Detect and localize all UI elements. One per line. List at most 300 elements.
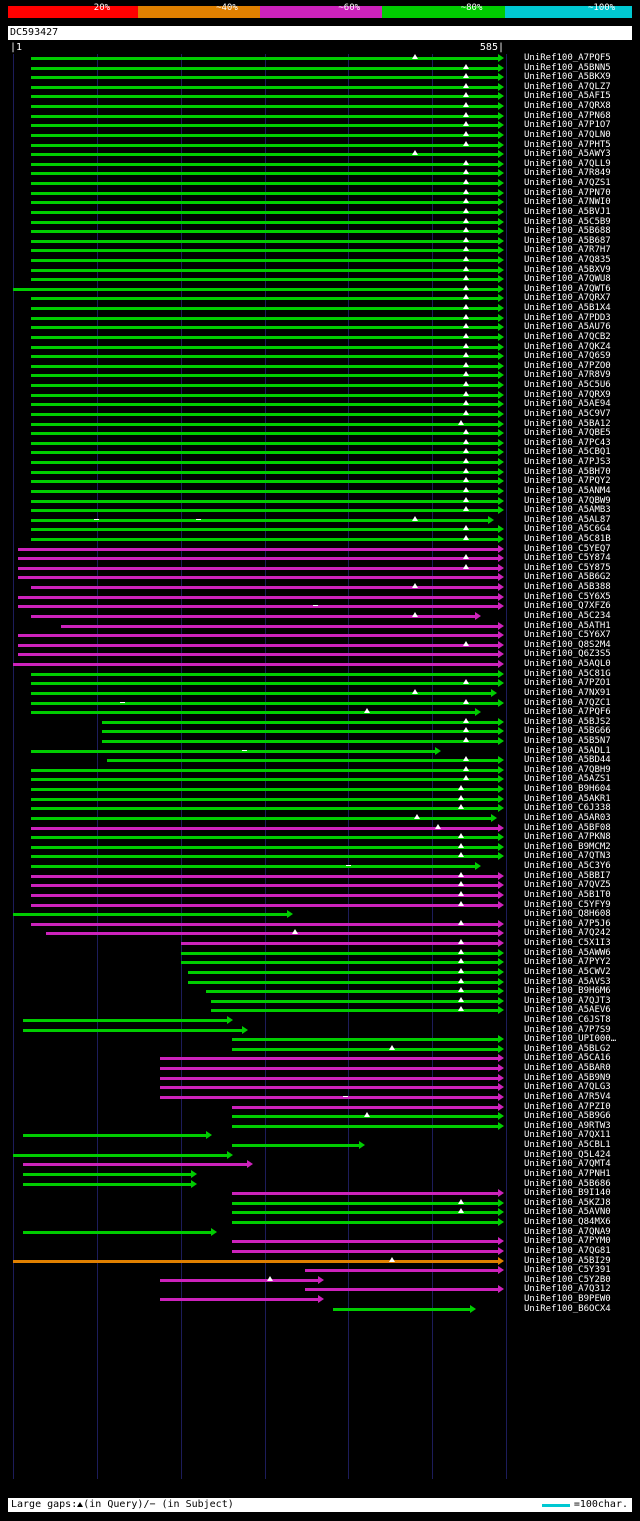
alignment-bar[interactable] (23, 1029, 242, 1032)
hit-label[interactable]: UniRef100_C5Y874 (524, 553, 611, 563)
alignment-bar[interactable] (31, 750, 435, 753)
hit-label[interactable]: UniRef100_A9RTW3 (524, 1121, 611, 1131)
hit-label[interactable]: UniRef100_A7PKN8 (524, 832, 611, 842)
hit-label[interactable]: UniRef100_A7QWU8 (524, 274, 611, 284)
alignment-bar[interactable] (18, 596, 498, 599)
alignment-bar[interactable] (18, 557, 498, 560)
hit-label[interactable]: UniRef100_A7Q6S9 (524, 351, 611, 361)
alignment-row[interactable] (8, 1093, 632, 1102)
alignment-bar[interactable] (211, 1009, 498, 1012)
hit-label[interactable]: UniRef100_A5AVN0 (524, 1207, 611, 1217)
hit-label[interactable]: UniRef100_Q6Z3S5 (524, 649, 611, 659)
alignment-bar[interactable] (31, 836, 498, 839)
alignment-bar[interactable] (31, 451, 498, 454)
alignment-bar[interactable] (31, 57, 498, 60)
alignment-row[interactable] (8, 256, 632, 265)
alignment-bar[interactable] (31, 778, 498, 781)
alignment-bar[interactable] (31, 509, 498, 512)
alignment-row[interactable] (8, 727, 632, 736)
alignment-row[interactable] (8, 775, 632, 784)
alignment-bar[interactable] (31, 673, 498, 676)
hit-label[interactable]: UniRef100_C5YFY9 (524, 900, 611, 910)
alignment-bar[interactable] (31, 144, 498, 147)
alignment-bar[interactable] (232, 1144, 359, 1147)
hit-label[interactable]: UniRef100_A7QKZ4 (524, 342, 611, 352)
alignment-row[interactable] (8, 910, 632, 919)
alignment-row[interactable] (8, 1218, 632, 1227)
alignment-row[interactable] (8, 573, 632, 582)
hit-label[interactable]: UniRef100_C5Y875 (524, 563, 611, 573)
alignment-bar[interactable] (232, 1038, 499, 1041)
alignment-bar[interactable] (160, 1086, 498, 1089)
hit-label[interactable]: UniRef100_A5AMB3 (524, 505, 611, 515)
alignment-row[interactable] (8, 987, 632, 996)
hit-label[interactable]: UniRef100_A7PDD3 (524, 313, 611, 323)
hit-label[interactable]: UniRef100_A5C3Y6 (524, 861, 611, 871)
alignment-bar[interactable] (102, 721, 498, 724)
alignment-row[interactable] (8, 1006, 632, 1015)
alignment-bar[interactable] (305, 1269, 498, 1272)
alignment-row[interactable] (8, 410, 632, 419)
alignment-bar[interactable] (31, 519, 488, 522)
hit-label[interactable]: UniRef100_Q84MX6 (524, 1217, 611, 1227)
alignment-row[interactable] (8, 1295, 632, 1304)
alignment-row[interactable] (8, 198, 632, 207)
alignment-bar[interactable] (181, 942, 499, 945)
alignment-bar[interactable] (31, 711, 476, 714)
alignment-bar[interactable] (31, 346, 498, 349)
hit-label[interactable]: UniRef100_B9MCM2 (524, 842, 611, 852)
alignment-row[interactable] (8, 1083, 632, 1092)
hit-label[interactable]: UniRef100_A5BF08 (524, 823, 611, 833)
alignment-bar[interactable] (160, 1096, 498, 1099)
alignment-bar[interactable] (18, 644, 498, 647)
hit-label[interactable]: UniRef100_A7P1O7 (524, 120, 611, 130)
alignment-row[interactable] (8, 756, 632, 765)
alignment-bar[interactable] (181, 952, 499, 955)
hit-label[interactable]: UniRef100_A5AL87 (524, 515, 611, 525)
alignment-row[interactable] (8, 487, 632, 496)
hit-label[interactable]: UniRef100_A5B9G6 (524, 1111, 611, 1121)
hit-label[interactable]: UniRef100_A5AEV6 (524, 1005, 611, 1015)
alignment-row[interactable] (8, 458, 632, 467)
alignment-row[interactable] (8, 785, 632, 794)
alignment-bar[interactable] (18, 576, 498, 579)
alignment-row[interactable] (8, 602, 632, 611)
alignment-bar[interactable] (31, 769, 498, 772)
alignment-row[interactable] (8, 1170, 632, 1179)
alignment-bar[interactable] (31, 115, 498, 118)
alignment-row[interactable] (8, 323, 632, 332)
alignment-bar[interactable] (31, 278, 498, 281)
hit-label[interactable]: UniRef100_C5Y2B0 (524, 1275, 611, 1285)
alignment-bar[interactable] (18, 653, 498, 656)
alignment-row[interactable] (8, 631, 632, 640)
alignment-bar[interactable] (31, 317, 498, 320)
alignment-row[interactable] (8, 660, 632, 669)
alignment-bar[interactable] (160, 1298, 318, 1301)
alignment-row[interactable] (8, 833, 632, 842)
alignment-bar[interactable] (31, 67, 498, 70)
alignment-row[interactable] (8, 1141, 632, 1150)
hit-label[interactable]: UniRef100_A7R7H7 (524, 245, 611, 255)
hit-label[interactable]: UniRef100_A7QVZ5 (524, 880, 611, 890)
hit-label[interactable]: UniRef100_A7NX91 (524, 688, 611, 698)
alignment-bar[interactable] (31, 702, 498, 705)
alignment-bar[interactable] (31, 798, 498, 801)
alignment-bar[interactable] (31, 432, 498, 435)
hit-label[interactable]: UniRef100_A7QLN0 (524, 130, 611, 140)
alignment-bar[interactable] (31, 884, 498, 887)
hit-label[interactable]: UniRef100_A7PQF6 (524, 707, 611, 717)
alignment-bar[interactable] (181, 961, 499, 964)
hit-label[interactable]: UniRef100_A5B9N9 (524, 1073, 611, 1083)
alignment-row[interactable] (8, 679, 632, 688)
alignment-bar[interactable] (31, 192, 498, 195)
hit-label[interactable]: UniRef100_C5Y6X7 (524, 630, 611, 640)
hit-label[interactable]: UniRef100_A7QMT4 (524, 1159, 611, 1169)
alignment-bar[interactable] (31, 172, 498, 175)
hit-label[interactable]: UniRef100_A5BXV9 (524, 265, 611, 275)
alignment-row[interactable] (8, 737, 632, 746)
alignment-bar[interactable] (160, 1067, 498, 1070)
hit-label[interactable]: UniRef100_A5AZS1 (524, 774, 611, 784)
alignment-bar[interactable] (13, 1260, 498, 1263)
alignment-bar[interactable] (31, 413, 498, 416)
alignment-bar[interactable] (31, 365, 498, 368)
alignment-bar[interactable] (31, 105, 498, 108)
hit-label[interactable]: UniRef100_A5B5N7 (524, 736, 611, 746)
hit-label[interactable]: UniRef100_A5BG66 (524, 726, 611, 736)
alignment-row[interactable] (8, 333, 632, 342)
alignment-bar[interactable] (13, 288, 498, 291)
alignment-bar[interactable] (232, 1221, 499, 1224)
alignment-bar[interactable] (23, 1134, 206, 1137)
hit-label[interactable]: UniRef100_A5BH70 (524, 467, 611, 477)
alignment-bar[interactable] (31, 336, 498, 339)
alignment-bar[interactable] (18, 567, 498, 570)
alignment-bar[interactable] (31, 528, 498, 531)
alignment-bar[interactable] (31, 500, 498, 503)
hit-label[interactable]: UniRef100_A7QLL9 (524, 159, 611, 169)
alignment-row[interactable] (8, 121, 632, 130)
hit-label[interactable]: UniRef100_A5B6G2 (524, 572, 611, 582)
alignment-row[interactable] (8, 1247, 632, 1256)
hit-label[interactable]: UniRef100_A7QRX9 (524, 390, 611, 400)
hit-label[interactable]: UniRef100_B9H604 (524, 784, 611, 794)
alignment-bar[interactable] (333, 1308, 470, 1311)
hit-label[interactable]: UniRef100_A5CBQ1 (524, 447, 611, 457)
hit-label[interactable]: UniRef100_A7R8V9 (524, 370, 611, 380)
hit-label[interactable]: UniRef100_Q8S2M4 (524, 640, 611, 650)
alignment-bar[interactable] (31, 163, 498, 166)
hit-label[interactable]: UniRef100_A5AQL0 (524, 659, 611, 669)
alignment-bar[interactable] (31, 374, 498, 377)
hit-label[interactable]: UniRef100_A7QCB2 (524, 332, 611, 342)
hit-label[interactable]: UniRef100_A7PYY2 (524, 957, 611, 967)
alignment-bar[interactable] (18, 548, 498, 551)
alignment-row[interactable] (8, 929, 632, 938)
hit-label[interactable]: UniRef100_UPI000… (524, 1034, 617, 1044)
alignment-bar[interactable] (23, 1163, 247, 1166)
alignment-row[interactable] (8, 429, 632, 438)
alignment-row[interactable] (8, 1237, 632, 1246)
hit-label[interactable]: UniRef100_B9H6M6 (524, 986, 611, 996)
alignment-bar[interactable] (188, 981, 498, 984)
hit-label[interactable]: UniRef100_A7Q312 (524, 1284, 611, 1294)
alignment-bar[interactable] (23, 1231, 211, 1234)
hit-label[interactable]: UniRef100_A7PJS3 (524, 457, 611, 467)
hit-label[interactable]: UniRef100_A5BNN5 (524, 63, 611, 73)
alignment-bar[interactable] (31, 480, 498, 483)
alignment-row[interactable] (8, 1064, 632, 1073)
alignment-row[interactable] (8, 650, 632, 659)
alignment-bar[interactable] (18, 634, 498, 637)
alignment-bar[interactable] (31, 490, 498, 493)
alignment-bar[interactable] (188, 971, 498, 974)
alignment-row[interactable] (8, 804, 632, 813)
alignment-row[interactable] (8, 294, 632, 303)
hit-label[interactable]: UniRef100_B6OCX4 (524, 1304, 611, 1314)
alignment-row[interactable] (8, 583, 632, 592)
alignment-row[interactable] (8, 73, 632, 82)
hit-label[interactable]: UniRef100_A5BI29 (524, 1256, 611, 1266)
alignment-row[interactable] (8, 506, 632, 515)
alignment-bar[interactable] (31, 384, 498, 387)
alignment-row[interactable] (8, 54, 632, 63)
alignment-bar[interactable] (160, 1077, 498, 1080)
alignment-row[interactable] (8, 102, 632, 111)
hit-label[interactable]: UniRef100_A5ATH1 (524, 621, 611, 631)
alignment-bar[interactable] (31, 76, 498, 79)
alignment-row[interactable] (8, 612, 632, 621)
alignment-bar[interactable] (13, 913, 287, 916)
alignment-row[interactable] (8, 708, 632, 717)
hit-label[interactable]: UniRef100_A7PZO1 (524, 678, 611, 688)
hit-label[interactable]: UniRef100_A7QNA9 (524, 1227, 611, 1237)
alignment-bar[interactable] (31, 153, 498, 156)
alignment-row[interactable] (8, 1266, 632, 1275)
alignment-row[interactable] (8, 352, 632, 361)
alignment-bar[interactable] (160, 1279, 318, 1282)
alignment-bar[interactable] (31, 471, 498, 474)
alignment-bar[interactable] (31, 201, 498, 204)
alignment-bar[interactable] (31, 586, 498, 589)
hit-label[interactable]: UniRef100_A5CWV2 (524, 967, 611, 977)
alignment-row[interactable] (8, 400, 632, 409)
alignment-bar[interactable] (31, 442, 498, 445)
alignment-row[interactable] (8, 525, 632, 534)
alignment-row[interactable] (8, 862, 632, 871)
hit-label[interactable]: UniRef100_A5C5U6 (524, 380, 611, 390)
hit-label[interactable]: UniRef100_A7QJT3 (524, 996, 611, 1006)
alignment-row[interactable] (8, 275, 632, 284)
alignment-row[interactable] (8, 1305, 632, 1314)
hit-label[interactable]: UniRef100_B9I140 (524, 1188, 611, 1198)
alignment-row[interactable] (8, 208, 632, 217)
hit-label[interactable]: UniRef100_A7QLZ7 (524, 82, 611, 92)
alignment-bar[interactable] (31, 923, 498, 926)
alignment-bar[interactable] (31, 682, 498, 685)
alignment-row[interactable] (8, 92, 632, 101)
hit-label[interactable]: UniRef100_A7R849 (524, 168, 611, 178)
alignment-bar[interactable] (31, 221, 498, 224)
alignment-bar[interactable] (31, 394, 498, 397)
alignment-row[interactable] (8, 169, 632, 178)
alignment-row[interactable] (8, 1016, 632, 1025)
alignment-bar[interactable] (31, 403, 498, 406)
hit-label[interactable]: UniRef100_A7PHT5 (524, 140, 611, 150)
hit-label[interactable]: UniRef100_A5AR03 (524, 813, 611, 823)
alignment-bar[interactable] (13, 663, 498, 666)
hit-label[interactable]: UniRef100_B9PEW0 (524, 1294, 611, 1304)
alignment-bar[interactable] (232, 1106, 499, 1109)
alignment-row[interactable] (8, 1035, 632, 1044)
alignment-bar[interactable] (31, 423, 498, 426)
alignment-bar[interactable] (23, 1019, 226, 1022)
hit-label[interactable]: UniRef100_C5YEQ7 (524, 544, 611, 554)
hit-label[interactable]: UniRef100_A7QTN3 (524, 851, 611, 861)
hit-label[interactable]: UniRef100_Q5L424 (524, 1150, 611, 1160)
alignment-bar[interactable] (23, 1183, 191, 1186)
hit-label[interactable]: UniRef100_A5C6G4 (524, 524, 611, 534)
hit-label[interactable]: UniRef100_A5AU76 (524, 322, 611, 332)
hit-label[interactable]: UniRef100_Q8H608 (524, 909, 611, 919)
alignment-row[interactable] (8, 131, 632, 140)
alignment-bar[interactable] (31, 297, 498, 300)
alignment-row[interactable] (8, 448, 632, 457)
alignment-row[interactable] (8, 554, 632, 563)
alignment-bar[interactable] (31, 86, 498, 89)
alignment-bar[interactable] (31, 538, 498, 541)
alignment-row[interactable] (8, 1285, 632, 1294)
hit-label[interactable]: UniRef100_A7PNH1 (524, 1169, 611, 1179)
hit-label[interactable]: UniRef100_A5B687 (524, 236, 611, 246)
alignment-bar[interactable] (31, 124, 498, 127)
hit-label[interactable]: UniRef100_A7PN68 (524, 111, 611, 121)
alignment-bar[interactable] (31, 692, 491, 695)
hit-label[interactable]: UniRef100_A7QBW9 (524, 496, 611, 506)
hit-label[interactable]: UniRef100_A7QLG3 (524, 1082, 611, 1092)
hit-label[interactable]: UniRef100_A5BAR0 (524, 1063, 611, 1073)
hit-label[interactable]: UniRef100_A5BKX9 (524, 72, 611, 82)
hit-label[interactable]: UniRef100_A5ADL1 (524, 746, 611, 756)
hit-label[interactable]: UniRef100_A5CA16 (524, 1053, 611, 1063)
hit-label[interactable]: UniRef100_A7PQF5 (524, 53, 611, 63)
alignment-bar[interactable] (31, 95, 498, 98)
alignment-bar[interactable] (232, 1192, 499, 1195)
hit-label[interactable]: UniRef100_A7QWT6 (524, 284, 611, 294)
alignment-row[interactable] (8, 246, 632, 255)
alignment-row[interactable] (8, 1208, 632, 1217)
hit-label[interactable]: UniRef100_A7QG81 (524, 1246, 611, 1256)
alignment-bar[interactable] (31, 211, 498, 214)
hit-label[interactable]: UniRef100_A5B388 (524, 582, 611, 592)
hit-label[interactable]: UniRef100_A5C81B (524, 534, 611, 544)
hit-label[interactable]: UniRef100_A5B688 (524, 226, 611, 236)
hit-label[interactable]: UniRef100_A7PQY2 (524, 476, 611, 486)
alignment-bar[interactable] (13, 1154, 226, 1157)
alignment-bar[interactable] (31, 461, 498, 464)
alignment-bar[interactable] (102, 730, 498, 733)
alignment-row[interactable] (8, 881, 632, 890)
hit-label[interactable]: UniRef100_Q7XFZ6 (524, 601, 611, 611)
hit-label[interactable]: UniRef100_A5AKR1 (524, 794, 611, 804)
alignment-row[interactable] (8, 304, 632, 313)
alignment-bar[interactable] (232, 1250, 499, 1253)
hit-label[interactable]: UniRef100_A7R5V4 (524, 1092, 611, 1102)
alignment-bar[interactable] (31, 904, 498, 907)
alignment-row[interactable] (8, 150, 632, 159)
alignment-row[interactable] (8, 1112, 632, 1121)
alignment-row[interactable] (8, 852, 632, 861)
alignment-bar[interactable] (31, 817, 491, 820)
alignment-row[interactable] (8, 1054, 632, 1063)
alignment-bar[interactable] (61, 625, 498, 628)
alignment-bar[interactable] (31, 855, 498, 858)
hit-label[interactable]: UniRef100_A7PN70 (524, 188, 611, 198)
alignment-row[interactable] (8, 814, 632, 823)
alignment-row[interactable] (8, 958, 632, 967)
hit-label[interactable]: UniRef100_A5KZJ8 (524, 1198, 611, 1208)
alignment-bar[interactable] (23, 1173, 191, 1176)
hit-label[interactable]: UniRef100_C5X1I3 (524, 938, 611, 948)
alignment-row[interactable] (8, 968, 632, 977)
alignment-bar[interactable] (31, 894, 498, 897)
hit-label[interactable]: UniRef100_A5C5B9 (524, 217, 611, 227)
alignment-bar[interactable] (211, 1000, 498, 1003)
alignment-row[interactable] (8, 535, 632, 544)
hit-label[interactable]: UniRef100_A7PZI0 (524, 1102, 611, 1112)
alignment-bar[interactable] (31, 827, 498, 830)
alignment-bar[interactable] (31, 865, 476, 868)
alignment-bar[interactable] (102, 740, 498, 743)
hit-label[interactable]: UniRef100_A5AFI5 (524, 91, 611, 101)
hit-label[interactable]: UniRef100_A5B1T0 (524, 890, 611, 900)
hit-label[interactable]: UniRef100_A5AWY3 (524, 149, 611, 159)
hit-label[interactable]: UniRef100_A7QX11 (524, 1130, 611, 1140)
alignment-row[interactable] (8, 689, 632, 698)
hit-label[interactable]: UniRef100_A5BJS2 (524, 717, 611, 727)
hit-label[interactable]: UniRef100_A7QZC1 (524, 698, 611, 708)
hit-label[interactable]: UniRef100_A7QBE5 (524, 428, 611, 438)
hit-label[interactable]: UniRef100_C5Y6X5 (524, 592, 611, 602)
alignment-bar[interactable] (31, 249, 498, 252)
hit-label[interactable]: UniRef100_A7NWI0 (524, 197, 611, 207)
hit-label[interactable]: UniRef100_A5AVS3 (524, 977, 611, 987)
alignment-bar[interactable] (31, 259, 498, 262)
alignment-row[interactable] (8, 1131, 632, 1140)
hit-label[interactable]: UniRef100_A7PZO0 (524, 361, 611, 371)
alignment-bar[interactable] (31, 355, 498, 358)
hit-label[interactable]: UniRef100_A7QBH9 (524, 765, 611, 775)
hit-label[interactable]: UniRef100_A5BVJ1 (524, 207, 611, 217)
alignment-bar[interactable] (18, 605, 498, 608)
hit-label[interactable]: UniRef100_A5B686 (524, 1179, 611, 1189)
alignment-bar[interactable] (232, 1125, 499, 1128)
alignment-bar[interactable] (31, 875, 498, 878)
hit-label[interactable]: UniRef100_A5BA12 (524, 419, 611, 429)
alignment-bar[interactable] (31, 846, 498, 849)
alignment-bar[interactable] (305, 1288, 498, 1291)
alignment-bar[interactable] (160, 1057, 498, 1060)
hit-label[interactable]: UniRef100_A7QRX8 (524, 101, 611, 111)
hit-label[interactable]: UniRef100_A7PC43 (524, 438, 611, 448)
alignment-bar[interactable] (46, 932, 498, 935)
hit-label[interactable]: UniRef100_A5C9V7 (524, 409, 611, 419)
hit-label[interactable]: UniRef100_A5BLG2 (524, 1044, 611, 1054)
alignment-row[interactable] (8, 1189, 632, 1198)
